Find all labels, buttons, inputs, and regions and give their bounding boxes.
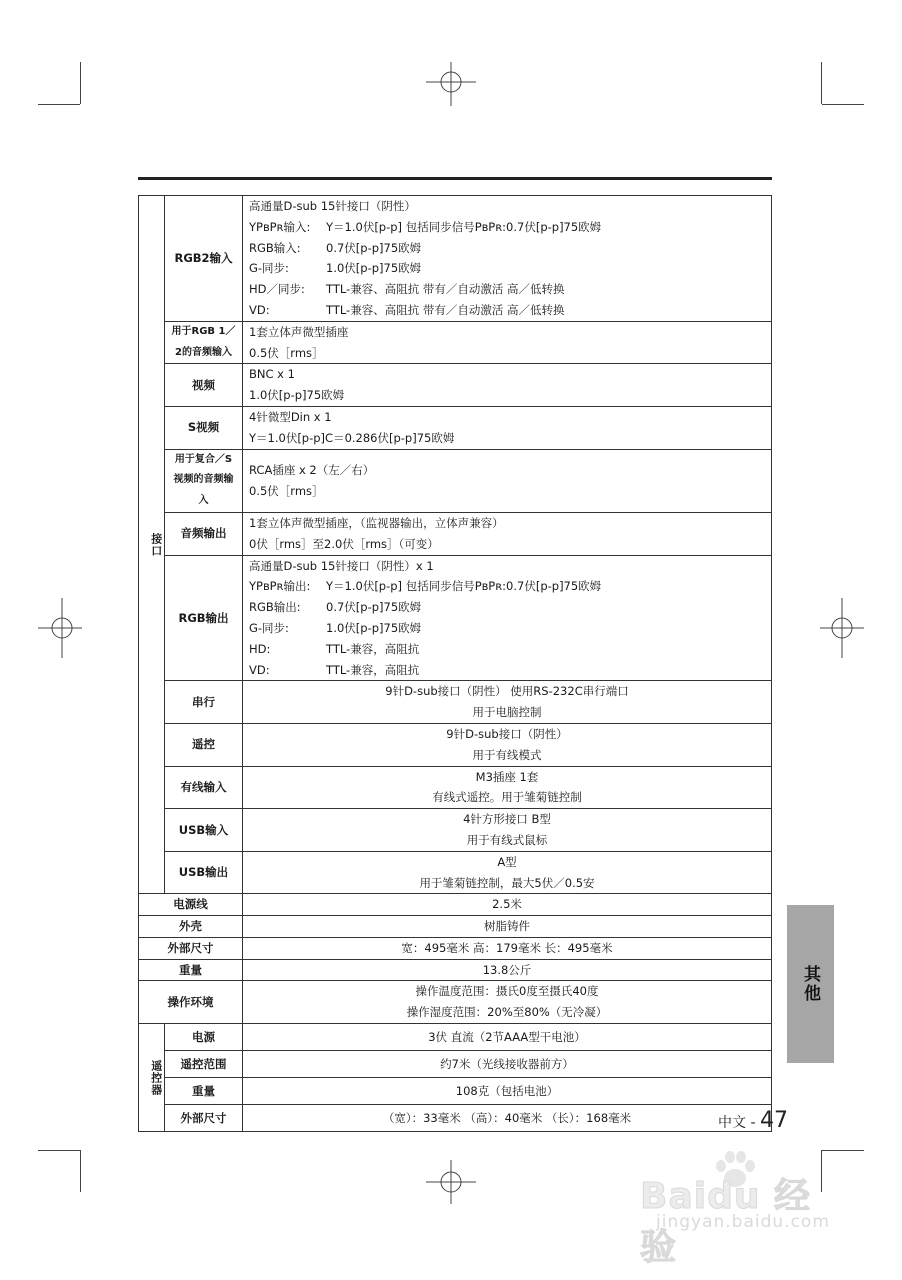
row-value: 宽：495毫米 高：179毫米 长：495毫米	[243, 937, 772, 959]
row-label: 电源线	[139, 894, 243, 916]
row-label: RGB2输入	[165, 196, 243, 322]
row-label: 外部尺寸	[165, 1105, 243, 1132]
row-label: 串行	[165, 681, 243, 724]
row-value: 树脂铸件	[243, 916, 772, 938]
table-row	[139, 959, 772, 981]
table-row	[139, 809, 772, 852]
watermark-logo: Baidu 经验	[640, 1176, 812, 1268]
row-value: 高通量D-sub 15针接口（阴性） YPʙPʀ输入: Y＝1.0伏[p-p] 包括同步信号PʙPʀ:0.7伏[p-p]75欧姆 RGB输入: 0.7伏[p-p]75欧姆 G-同步: 1.0伏[p-p]75欧姆 HD／同步: TTL-兼容、高阻抗 带有／自动激活 高／低转换 VD: TTL-兼容、高阻抗 带有／自动激活 高／低转换	[243, 196, 772, 322]
row-value: 4针微型Din x 1 Y＝1.0伏[p-p]C＝0.286伏[p-p]75欧姆	[243, 406, 772, 449]
row-value: 108克（包括电池）	[243, 1078, 772, 1105]
row-label: 有线输入	[165, 766, 243, 809]
table-row	[139, 937, 772, 959]
table-row	[139, 512, 772, 555]
table-row	[139, 1024, 772, 1051]
row-label: 外壳	[139, 916, 243, 938]
row-value: 2.5米	[243, 894, 772, 916]
row-label: 用于RGB 1／2的音频输入	[165, 321, 243, 364]
row-value: 高通量D-sub 15针接口（阴性）x 1 YPʙPʀ输出: Y＝1.0伏[p-p] 包括同步信号PʙPʀ:0.7伏[p-p]75欧姆 RGB输出: 0.7伏[p-p]75欧姆 G-同步: 1.0伏[p-p]75欧姆 HD: TTL-兼容，高阻抗 VD: TTL-兼容，高阻抗	[243, 555, 772, 681]
watermark	[640, 1150, 840, 1268]
page-number: 中文 - 47	[718, 1108, 788, 1133]
row-label: 操作环境	[139, 981, 243, 1024]
table-row	[139, 555, 772, 681]
row-value: 13.8公斤	[243, 959, 772, 981]
table-row	[139, 981, 772, 1024]
spec-table	[138, 195, 772, 1132]
table-row	[139, 766, 772, 809]
table-row	[139, 681, 772, 724]
registration-mark-left	[38, 598, 82, 658]
table-row	[139, 851, 772, 894]
row-label: S视频	[165, 406, 243, 449]
row-value: 1套立体声微型插座 0.5伏［rms］	[243, 321, 772, 364]
row-value: 3伏 直流（2节AAA型干电池）	[243, 1024, 772, 1051]
row-label: 重量	[139, 959, 243, 981]
row-value: 9针D-sub接口（阴性） 使用RS-232C串行端口 用于电脑控制	[243, 681, 772, 724]
table-row	[139, 449, 772, 512]
row-label: RGB输出	[165, 555, 243, 681]
table-row	[139, 1105, 772, 1132]
table-row	[139, 1051, 772, 1078]
registration-mark-bottom	[426, 1160, 476, 1204]
group-label-interfaces: 接口	[139, 196, 165, 894]
row-value: （宽）：33毫米 （高）：40毫米 （长）：168毫米	[243, 1105, 772, 1132]
row-label: 音频输出	[165, 512, 243, 555]
table-row	[139, 364, 772, 407]
row-value: 1套立体声微型插座，（监视器输出，立体声兼容） 0伏［rms］至2.0伏［rms］（可变）	[243, 512, 772, 555]
row-value: 约7米（光线接收器前方）	[243, 1051, 772, 1078]
table-row	[139, 1078, 772, 1105]
table-row	[139, 916, 772, 938]
row-value: M3插座 1套 有线式遥控。用于雏菊链控制	[243, 766, 772, 809]
row-label: 遥控	[165, 723, 243, 766]
section-tab: 其他	[787, 905, 834, 1063]
row-label: 外部尺寸	[139, 937, 243, 959]
row-label: 重量	[165, 1078, 243, 1105]
row-value: 9针D-sub接口（阴性） 用于有线模式	[243, 723, 772, 766]
registration-mark-right	[820, 598, 864, 658]
row-value: A型 用于雏菊链控制，最大5伏／0.5安	[243, 851, 772, 894]
row-label: USB输入	[165, 809, 243, 852]
table-row	[139, 723, 772, 766]
registration-mark-top	[426, 62, 476, 106]
table-row	[139, 894, 772, 916]
table-row	[139, 406, 772, 449]
table-row	[139, 196, 772, 322]
row-label: 用于复合／S视频的音频输入	[165, 449, 243, 512]
row-label: USB输出	[165, 851, 243, 894]
row-label: 遥控范围	[165, 1051, 243, 1078]
row-value: 操作温度范围：摄氏0度至摄氏40度 操作湿度范围：20%至80%（无冷凝）	[243, 981, 772, 1024]
table-row	[139, 321, 772, 364]
row-value: RCA插座 x 2（左／右） 0.5伏［rms］	[243, 449, 772, 512]
watermark-url: jingyan.baidu.com	[656, 1212, 830, 1232]
group-label-remote: 遥控器	[139, 1024, 165, 1132]
row-value: 4针方形接口 B型 用于有线式鼠标	[243, 809, 772, 852]
header-rule	[138, 177, 772, 180]
row-value: BNC x 1 1.0伏[p-p]75欧姆	[243, 364, 772, 407]
row-label: 视频	[165, 364, 243, 407]
row-label: 电源	[165, 1024, 243, 1051]
